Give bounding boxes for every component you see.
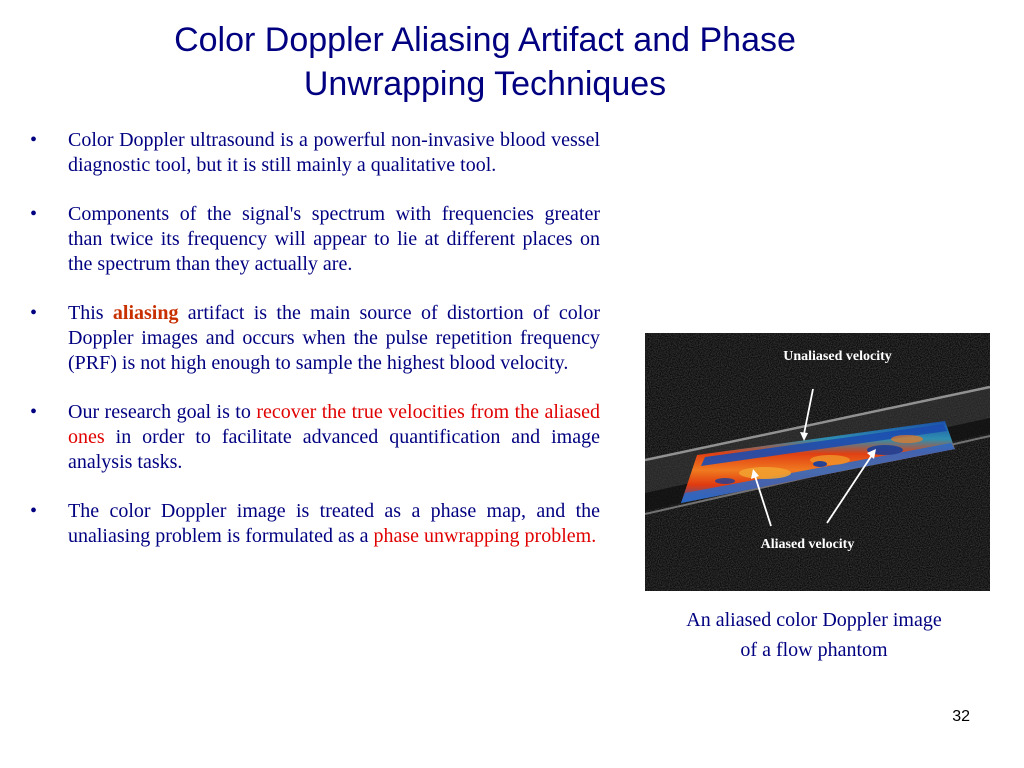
bullet-item-1: [30, 128, 600, 178]
bullet-text-before: This: [68, 302, 113, 324]
slide-title: [60, 18, 910, 106]
phase-unwrapping-highlight: phase unwrapping problem.: [373, 525, 597, 547]
slide-title-line-1: Color Doppler Aliasing Artifact and Phase: [174, 21, 796, 59]
figure-caption: [640, 605, 988, 665]
bullet-item-5: [30, 499, 600, 549]
doppler-image: [645, 333, 990, 591]
bullet-item-3: [30, 301, 600, 376]
bullet-text-after: in order to facilitate advanced quantification and image analysis tasks.: [68, 426, 600, 473]
bullet-list: [30, 128, 600, 549]
bullet-text-before: Our research goal is to: [68, 401, 257, 423]
bullet-text: Components of the signal's spectrum with frequencies greater than twice its frequency will appear to lie at different places on the spectrum than they actually are.: [68, 203, 600, 275]
page-number: 32: [952, 708, 970, 725]
bullet-text-after: artifact is the main source of distortion of color Doppler images and occurs when the pulse repetition frequency (PRF) is not high enough to sample the highest blood velocity.: [68, 302, 601, 374]
bullet-item-2: [30, 202, 600, 277]
unaliased-velocity-label: Unaliased velocity: [783, 349, 892, 364]
figure-caption-line-1: An aliased color Doppler image: [686, 609, 942, 631]
research-goal-highlight: recover the true velocities from the aliased ones: [68, 401, 600, 448]
bullet-text-before: The color Doppler image is treated as a phase map, and the unaliasing problem is formulated as a: [68, 500, 600, 547]
aliasing-keyword: aliasing: [112, 302, 179, 324]
bullet-text: Color Doppler ultrasound is a powerful non-invasive blood vessel diagnostic tool, but it is still mainly a qualitative tool.: [68, 129, 600, 176]
figure-caption-line-2: of a flow phantom: [740, 639, 888, 661]
bullet-item-4: [30, 400, 600, 475]
slide-title-line-2: Unwrapping Techniques: [303, 65, 667, 103]
aliased-velocity-label: Aliased velocity: [760, 537, 855, 552]
